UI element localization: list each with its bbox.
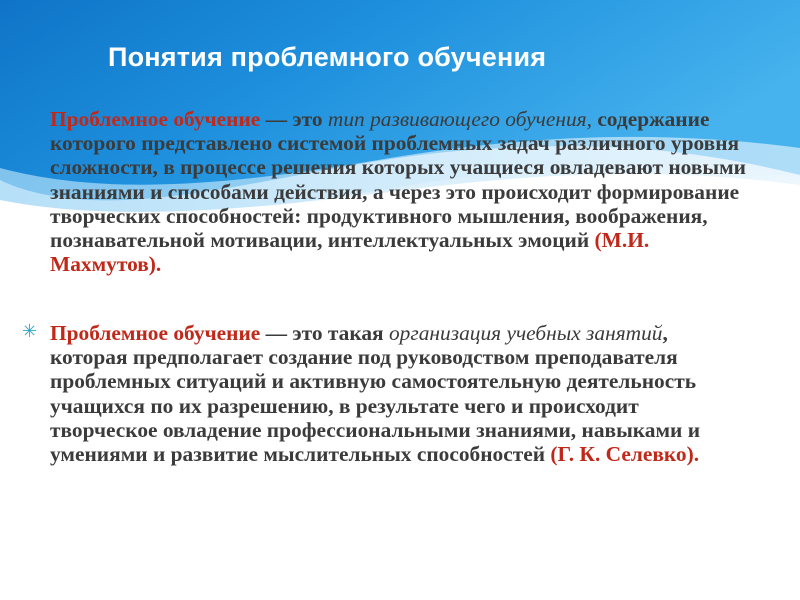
dash-text: — это такая — [260, 321, 389, 345]
bullet-star-icon: ✳ — [22, 321, 38, 342]
body-text: , которая предполагает создание под руководством преподавателя проблемных ситуаций и активную самостоятельную деятельность учащихся по их разрешению, в результате чего и происходит творческое овладение профессиональными знаниями, навыками и умениями и развитие мыслительных способностей — [50, 321, 701, 467]
definition-paragraph-makhmutov — [50, 107, 750, 276]
citation: (М.И. Махмутов). — [50, 228, 650, 277]
body-text: содержание которого представлено системой проблемных задач различного уровня сложности, в процессе решения которых учащиеся овладевают новыми знаниями и способами действия, а через это происходит формирование творческих способностей: продуктивного мышления, воображения, познавательной мотивации, интеллектуальных эмоций — [50, 107, 746, 253]
dash-text: — это — [260, 107, 328, 131]
definition-paragraph-selevko — [50, 321, 750, 466]
slide-title: Понятия проблемного обучения — [108, 42, 547, 72]
italic-phrase: организация учебных занятий — [388, 321, 663, 345]
citation: (Г. К. Селевко). — [550, 442, 700, 467]
italic-phrase: тип развивающего обучения, — [327, 107, 592, 131]
term-label: Проблемное обучение — [50, 321, 261, 345]
term-label: Проблемное обучение — [50, 107, 261, 131]
